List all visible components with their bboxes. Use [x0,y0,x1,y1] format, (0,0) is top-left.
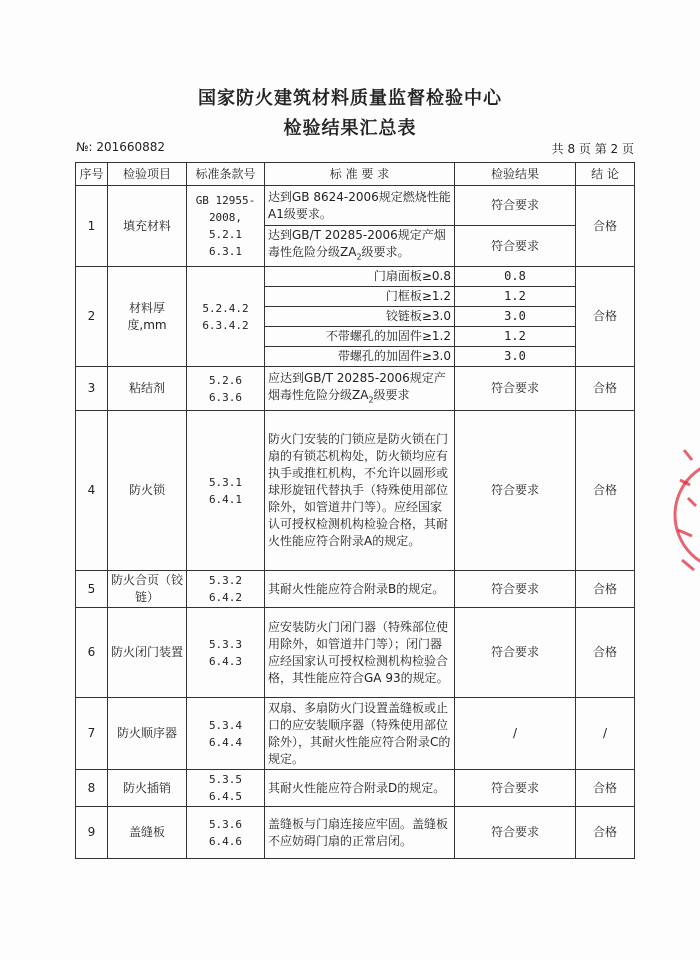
req-suffix: 级要求。 [361,245,410,259]
col-header-conclusion: 结 论 [576,163,635,186]
row-requirement: 不带螺孔的加固件≥1.2 [265,327,455,347]
row-clause: 5.3.5 6.4.5 [187,770,265,807]
table-row [76,411,635,571]
row-conclusion: 合格 [576,571,635,608]
row-conclusion: 合格 [576,411,635,571]
col-header-item: 检验项目 [108,163,187,186]
row-result: 0.8 [455,267,576,287]
row-result: 符合要求 [455,807,576,859]
row-conclusion: 合格 [576,267,635,367]
row-clause: 5.3.6 6.4.6 [187,807,265,859]
row-item: 防火闭门装置 [108,608,187,698]
req-subscript: 2 [356,252,362,262]
row-requirement: 其耐火性能应符合附录B的规定。 [265,571,455,608]
row-item: 防火锁 [108,411,187,571]
row-conclusion: 合格 [576,186,635,267]
row-no: 6 [76,608,108,698]
row-clause: 5.2.4.2 6.3.4.2 [187,267,265,367]
row-requirement [265,226,455,267]
row-result: 1.2 [455,327,576,347]
row-no: 3 [76,367,108,411]
row-item: 材料厚度,mm [108,267,187,367]
seal-stamp-graphic [670,440,700,590]
table-header-row [76,163,635,186]
row-item: 防火合页（铰链） [108,571,187,608]
row-requirement: 盖缝板与门扇连接应牢固。盖缝板不应妨碍门扇的正常启闭。 [265,807,455,859]
col-header-no: 序号 [76,163,108,186]
table-row [76,698,635,770]
table-row [76,571,635,608]
row-clause: 5.3.1 6.4.1 [187,411,265,571]
row-conclusion: 合格 [576,770,635,807]
row-requirement: 门扇面板≥0.8 [265,267,455,287]
document-number: №: 201660882 [76,140,166,154]
org-title: 国家防火建筑材料质量监督检验中心 [198,88,502,109]
row-no: 1 [76,186,108,267]
row-result: 符合要求 [455,226,576,267]
col-header-result: 检验结果 [455,163,576,186]
row-item: 防火顺序器 [108,698,187,770]
row-no: 4 [76,411,108,571]
req-suffix: 级要求 [373,387,410,402]
col-header-requirement: 标 准 要 求 [265,163,455,186]
row-requirement: 其耐火性能应符合附录D的规定。 [265,770,455,807]
row-requirement [265,367,455,411]
row-clause: 5.3.4 6.4.4 [187,698,265,770]
req-subscript: 2 [368,395,374,405]
row-conclusion: 合格 [576,807,635,859]
row-result: 符合要求 [455,367,576,411]
table-row [76,186,635,226]
row-clause: 5.2.6 6.3.6 [187,367,265,411]
row-conclusion: 合格 [576,608,635,698]
row-result: 3.0 [455,347,576,367]
seal-stamp-fragment [670,440,700,590]
row-requirement: 双扇、多扇防火门设置盖缝板或止口的应安装顺序器（特殊使用部位除外），其耐火性能应符合附录C的规定。 [265,698,455,770]
row-clause: 5.3.3 6.4.3 [187,608,265,698]
page-info: 共 8 页 第 2 页 [551,142,634,156]
row-conclusion: 合格 [576,367,635,411]
table-row [76,608,635,698]
row-result: 符合要求 [455,608,576,698]
row-result: 符合要求 [455,770,576,807]
row-clause: 5.3.2 6.4.2 [187,571,265,608]
row-conclusion: / [576,698,635,770]
row-result: / [455,698,576,770]
table-row [76,267,635,287]
row-no: 5 [76,571,108,608]
report-title: 检验结果汇总表 [283,118,417,139]
row-requirement: 达到GB 8624-2006规定燃烧性能A1级要求。 [265,186,455,226]
row-requirement: 门框板≥1.2 [265,287,455,307]
row-no: 7 [76,698,108,770]
row-no: 8 [76,770,108,807]
row-result: 1.2 [455,287,576,307]
row-item: 防火插销 [108,770,187,807]
req-prefix: 应达到GB/T 20285-2006规定产烟毒性危险分级ZA [268,370,446,402]
row-requirement: 应安装防火门闭门器（特殊部位使用除外，如管道井门等）；闭门器应经国家认可授权检测机构检验合格，其性能应符合GA 93的规定。 [265,608,455,698]
row-clause: GB 12955-2008, 5.2.1 6.3.1 [187,186,265,267]
row-no: 9 [76,807,108,859]
row-result: 符合要求 [455,571,576,608]
row-no: 2 [76,267,108,367]
row-result: 符合要求 [455,411,576,571]
results-table [75,162,635,859]
table-row [76,770,635,807]
row-requirement: 铰链板≥3.0 [265,307,455,327]
row-requirement: 带螺孔的加固件≥3.0 [265,347,455,367]
req-prefix: 达到GB/T 20285-2006规定产烟毒性危险分级ZA [268,228,446,259]
row-item: 盖缝板 [108,807,187,859]
row-requirement: 防火门安装的门锁应是防火锁在门扇的有锁芯机构处，防火锁均应有执手或推杠机构，不允许以圆形或球形旋钮代替执手（特殊使用部位除外，如管道井门等）。应经国家认可授权检测机构检验合格，其耐火性能应符合附录A的规定。 [265,411,455,571]
row-item: 粘结剂 [108,367,187,411]
row-result: 3.0 [455,307,576,327]
table-row [76,807,635,859]
row-result: 符合要求 [455,186,576,226]
row-item: 填充材料 [108,186,187,267]
table-row [76,367,635,411]
col-header-clause: 标准条款号 [187,163,265,186]
